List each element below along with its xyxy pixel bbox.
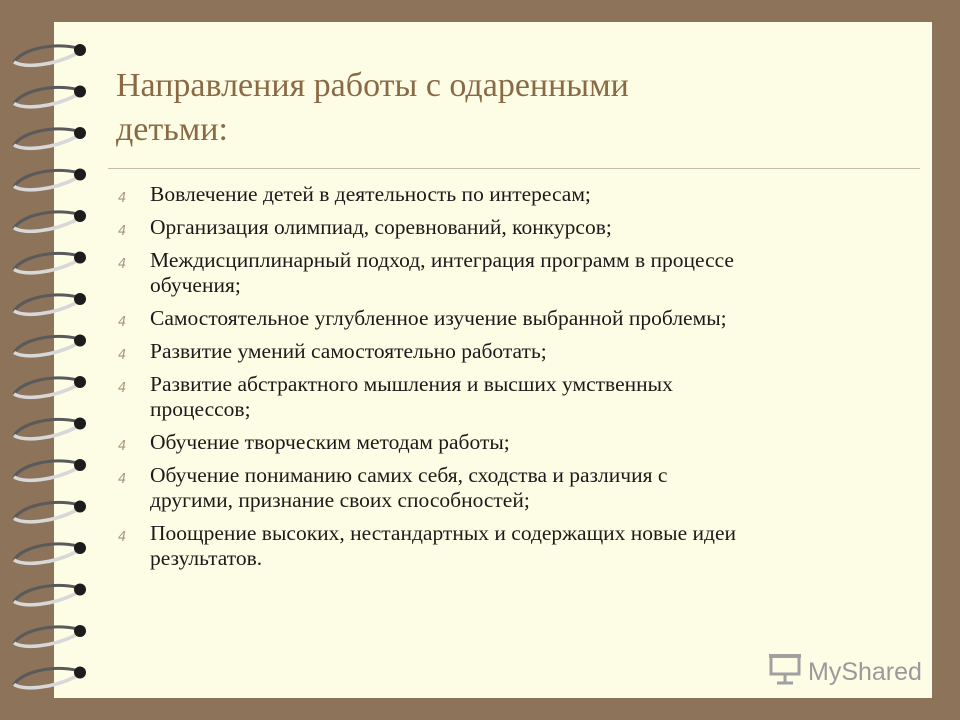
- spiral-ring: [14, 418, 86, 439]
- list-item-text: Вовлечение детей в деятельность по интересам;: [150, 182, 591, 206]
- list-item-text: Организация олимпиад, соревнований, конкурсов;: [150, 215, 612, 239]
- spiral-ring: [14, 252, 86, 273]
- slide-title-line-2: детьми:: [116, 111, 228, 148]
- slide-title-line-1: Направления работы с одаренными: [116, 67, 629, 104]
- list-item: [118, 215, 898, 240]
- bullet-icon: 4: [118, 381, 127, 396]
- spiral-ring: [14, 169, 86, 190]
- spiral-ring: [14, 335, 86, 356]
- bullet-icon: 4: [118, 315, 127, 330]
- bullet-icon: 4: [118, 530, 127, 545]
- spiral-binding: [0, 0, 110, 720]
- spiral-ring: [14, 584, 86, 605]
- spiral-ring: [14, 501, 86, 522]
- list-item: [118, 463, 898, 513]
- slide-title: [116, 64, 876, 152]
- spiral-ring: [14, 210, 86, 231]
- spiral-ring: [14, 376, 86, 397]
- watermark: [768, 654, 922, 690]
- bullet-icon: 4: [118, 224, 127, 239]
- list-item-text-continued: другими, признание своих способностей;: [150, 488, 530, 512]
- list-item: [118, 521, 898, 571]
- list-item-text: Междисциплинарный подход, интеграция программ в процессе: [150, 248, 734, 272]
- bullet-icon: 4: [118, 472, 127, 487]
- bullet-list: [118, 174, 898, 571]
- list-item-text-continued: обучения;: [150, 273, 241, 297]
- bullet-icon: 4: [118, 348, 127, 363]
- list-item-text: Самостоятельное углубленное изучение выбранной проблемы;: [150, 306, 727, 330]
- watermark-text: MyShared: [808, 657, 922, 686]
- bullet-icon: 4: [118, 257, 127, 272]
- bullet-icon: 4: [118, 191, 127, 206]
- spiral-ring: [14, 86, 86, 107]
- projector-screen-icon: [768, 653, 802, 692]
- list-item-text: Развитие абстрактного мышления и высших умственных: [150, 372, 673, 396]
- list-item: [118, 182, 898, 207]
- list-item-text: Развитие умений самостоятельно работать;: [150, 339, 547, 363]
- list-item-text: Поощрение высоких, нестандартных и содержащих новые идеи: [150, 521, 737, 545]
- bullet-icon: 4: [118, 439, 127, 454]
- spiral-ring: [14, 293, 86, 314]
- list-item: [118, 430, 898, 455]
- list-item-text: Обучение творческим методам работы;: [150, 430, 510, 454]
- title-divider: [108, 168, 920, 169]
- list-item: [118, 339, 898, 364]
- list-item-text-continued: результатов.: [150, 546, 263, 570]
- spiral-ring: [14, 44, 86, 65]
- list-item-text: Обучение пониманию самих себя, сходства и различия с: [150, 463, 668, 487]
- spiral-ring: [14, 127, 86, 148]
- spiral-ring: [14, 625, 86, 646]
- list-item: [118, 372, 898, 422]
- list-item: [118, 306, 898, 331]
- list-item-text-continued: процессов;: [150, 397, 251, 421]
- list-item: [118, 248, 898, 298]
- spiral-ring: [14, 542, 86, 563]
- spiral-ring: [14, 459, 86, 480]
- spiral-ring: [14, 667, 86, 688]
